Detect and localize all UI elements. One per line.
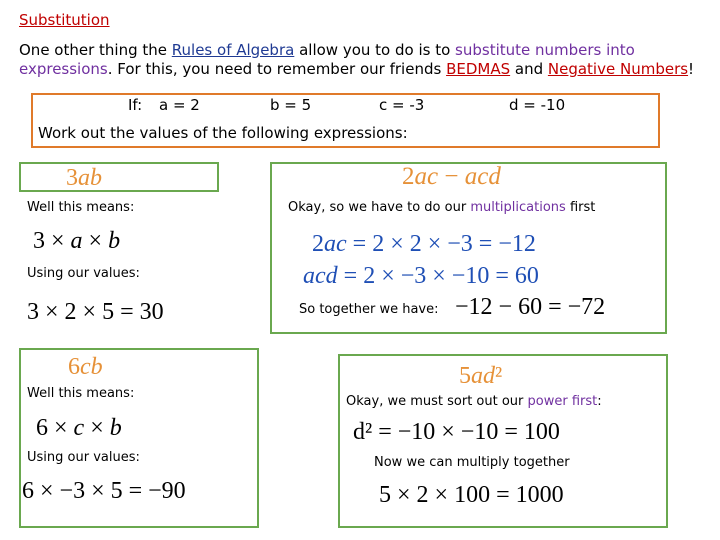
box1-expanded: 3 × a × b (33, 228, 121, 254)
value-c: c = -3 (379, 96, 425, 114)
box3-means-label: Well this means: (27, 386, 135, 401)
box4-power-text: d² = −10 × −10 = 100 (353, 419, 560, 445)
intro-highlight: substitute numbers into expressions (19, 41, 635, 78)
negative-numbers-link[interactable]: Negative Numbers (547, 60, 689, 78)
box2-note (288, 200, 595, 215)
box4-note-highlight: power first (527, 394, 598, 409)
intro-text-1: One other thing the (19, 41, 172, 59)
intro-text-2: allow you to do is to (294, 41, 456, 59)
expression-2ac-acd: 2ac − acd (402, 163, 501, 190)
box4-note (346, 394, 602, 409)
box1-using-label: Using our values: (27, 266, 140, 281)
value-b: b = 5 (270, 96, 312, 114)
box3-expanded: 6 × c × b (36, 415, 122, 441)
value-d: d = -10 (509, 96, 566, 114)
intro-text-5: ! (688, 60, 695, 78)
box2-note-post: first (565, 200, 596, 215)
box1-result: 3 × 2 × 5 = 30 (27, 299, 164, 325)
box2-line-2ac: 2ac = 2 × 2 × −3 = −12 (312, 231, 536, 257)
box3-result: 6 × −3 × 5 = −90 (22, 478, 186, 504)
box4-note-post: : (597, 394, 602, 409)
expression-6cb: 6cb (68, 354, 103, 380)
box4-power-line (353, 419, 560, 446)
box2-note-highlight: multiplications (470, 200, 566, 215)
page-title: Substitution (19, 11, 110, 29)
box2-note-pre: Okay, so we have to do our (288, 200, 471, 215)
bedmas-link[interactable]: BEDMAS (446, 60, 511, 78)
expression-5ad2: 5ad² (459, 363, 503, 389)
box2-together-label: So together we have: (299, 302, 439, 317)
intro-text-4: and (510, 60, 548, 78)
box4-result: 5 × 2 × 100 = 1000 (379, 482, 564, 508)
intro-paragraph (19, 41, 709, 79)
task-prompt: Work out the values of the following expressions: (38, 124, 408, 142)
box4-note-pre: Okay, we must sort out our (346, 394, 528, 409)
intro-text-3: . For this, you need to remember our friends (107, 60, 447, 78)
box3-using-label: Using our values: (27, 450, 140, 465)
if-label: If: (128, 96, 143, 114)
box4-now-label: Now we can multiply together (374, 455, 570, 470)
rules-of-algebra-link[interactable]: Rules of Algebra (171, 41, 295, 59)
box2-result: −12 − 60 = −72 (455, 294, 606, 320)
expression-3ab: 3ab (66, 165, 102, 191)
value-a: a = 2 (159, 96, 200, 114)
expression-box-3ab (19, 162, 219, 192)
box1-means-label: Well this means: (27, 200, 135, 215)
box2-line-acd: acd = 2 × −3 × −10 = 60 (303, 263, 539, 289)
